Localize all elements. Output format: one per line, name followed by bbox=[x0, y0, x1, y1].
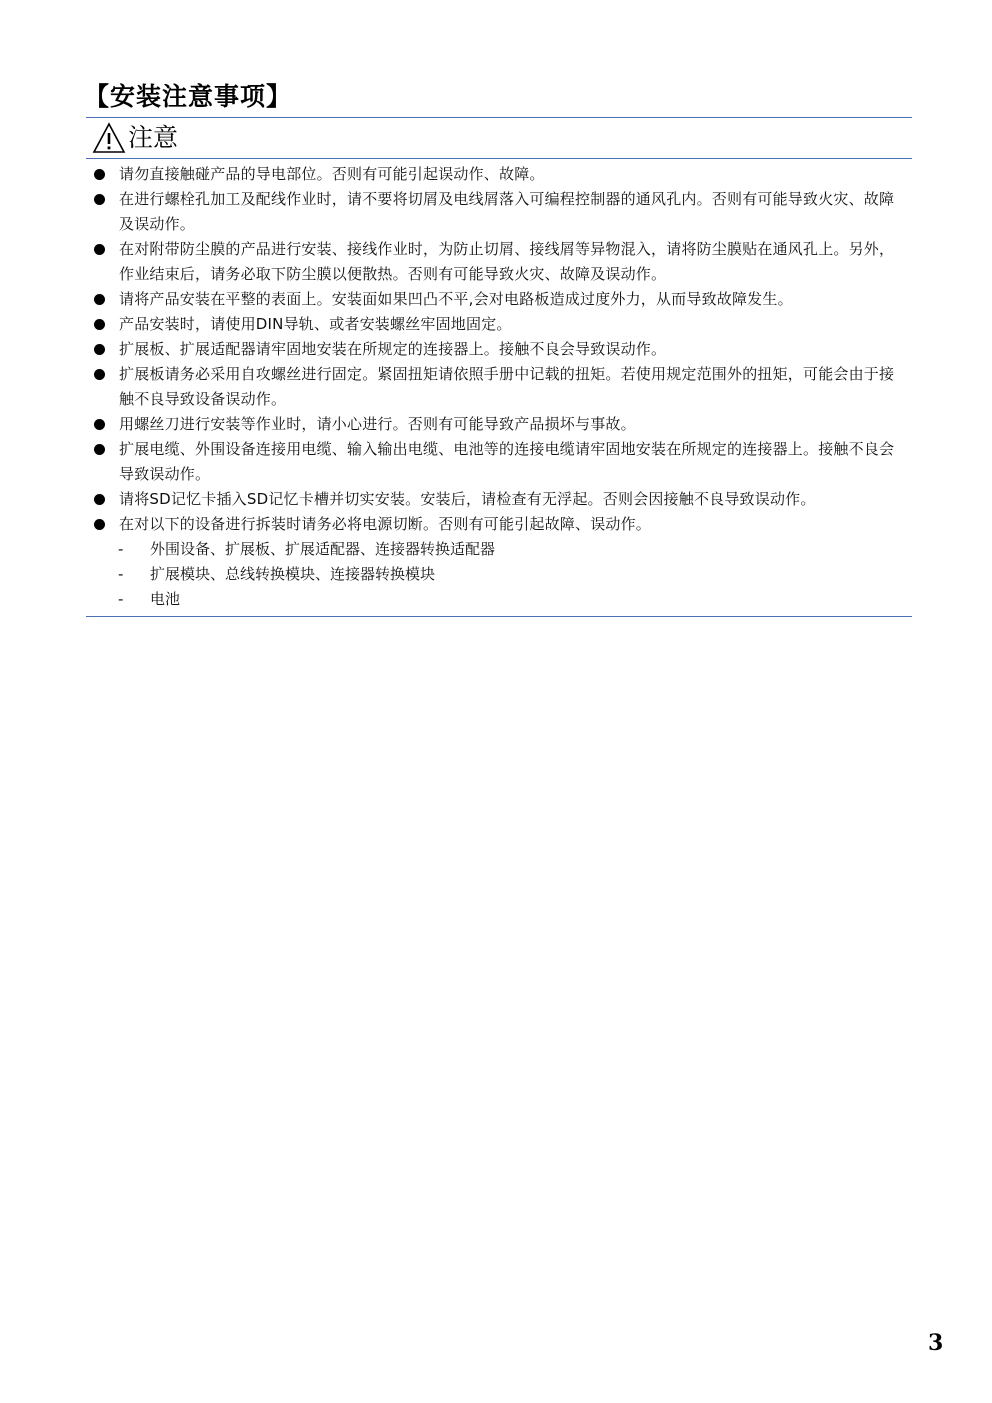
caution-item-text: 请将SD记忆卡插入SD记忆卡槽并切实安装。安装后，请检查有无浮起。否则会因接触不良导致误动作。 bbox=[119, 490, 816, 508]
caution-item-text: 扩展电缆、外围设备连接用电缆、输入输出电缆、电池等的连接电缆请牢固地安装在所规定的连接器上。接触不良会导致误动作。 bbox=[119, 440, 895, 483]
device-list-item-text: 电池 bbox=[150, 590, 181, 608]
bullet-icon bbox=[94, 319, 105, 330]
caution-box bbox=[86, 117, 912, 617]
caution-item bbox=[86, 512, 912, 537]
dash-marker: - bbox=[118, 540, 124, 558]
caution-item-text: 请将产品安装在平整的表面上。安装面如果凹凸不平,会对电路板造成过度外力，从而导致故障发生。 bbox=[119, 290, 793, 308]
caution-item-text: 扩展板、扩展适配器请牢固地安装在所规定的连接器上。接触不良会导致误动作。 bbox=[119, 340, 667, 358]
caution-header bbox=[86, 118, 912, 159]
bullet-icon bbox=[94, 194, 105, 205]
device-list-item-text: 外围设备、扩展板、扩展适配器、连接器转换适配器 bbox=[150, 540, 496, 558]
bullet-icon bbox=[94, 494, 105, 505]
caution-list bbox=[86, 159, 912, 541]
bullet-icon bbox=[94, 244, 105, 255]
device-list-item bbox=[86, 562, 912, 587]
bullet-icon bbox=[94, 294, 105, 305]
dash-marker: - bbox=[118, 565, 124, 583]
caution-item bbox=[86, 287, 912, 312]
caution-item-text: 在对附带防尘膜的产品进行安装、接线作业时，为防止切屑、接线屑等异物混入，请将防尘膜贴在通风孔上。另外，作业结束后，请务必取下防尘膜以便散热。否则有可能导致火灾、故障及误动作。 bbox=[119, 240, 895, 283]
bullet-icon bbox=[94, 369, 105, 380]
caution-item bbox=[86, 187, 912, 237]
caution-item bbox=[86, 362, 912, 412]
device-list-item-text: 扩展模块、总线转换模块、连接器转换模块 bbox=[150, 565, 436, 583]
caution-item bbox=[86, 337, 912, 362]
warning-triangle-icon bbox=[92, 122, 126, 154]
caution-item bbox=[86, 237, 912, 287]
caution-item bbox=[86, 162, 912, 187]
device-list-item bbox=[86, 587, 912, 612]
caution-item bbox=[86, 437, 912, 487]
page-number: 3 bbox=[928, 1330, 944, 1356]
section-title: 【安装注意事项】 bbox=[84, 82, 293, 111]
bullet-icon bbox=[94, 344, 105, 355]
bullet-icon bbox=[94, 169, 105, 180]
caution-item-text: 扩展板请务必采用自攻螺丝进行固定。紧固扭矩请依照手册中记载的扭矩。若使用规定范围外的扭矩，可能会由于接触不良导致设备误动作。 bbox=[119, 365, 895, 408]
device-list bbox=[86, 537, 912, 616]
caution-item bbox=[86, 312, 912, 337]
caution-label: 注意 bbox=[128, 123, 179, 152]
caution-item bbox=[86, 487, 912, 512]
dash-marker: - bbox=[118, 590, 124, 608]
bullet-icon bbox=[94, 444, 105, 455]
caution-item-text: 在对以下的设备进行拆装时请务必将电源切断。否则有可能引起故障、误动作。 bbox=[119, 515, 652, 533]
caution-item-text: 请勿直接触碰产品的导电部位。否则有可能引起误动作、故障。 bbox=[119, 165, 545, 183]
device-list-item bbox=[86, 537, 912, 562]
caution-item-text: 产品安装时，请使用DIN导轨、或者安装螺丝牢固地固定。 bbox=[119, 315, 512, 333]
caution-item-text: 在进行螺栓孔加工及配线作业时，请不要将切屑及电线屑落入可编程控制器的通风孔内。否则有可能导致火灾、故障及误动作。 bbox=[119, 190, 895, 233]
bullet-icon bbox=[94, 519, 105, 530]
caution-item bbox=[86, 412, 912, 437]
caution-item-text: 用螺丝刀进行安装等作业时，请小心进行。否则有可能导致产品损坏与事故。 bbox=[119, 415, 636, 433]
bullet-icon bbox=[94, 419, 105, 430]
